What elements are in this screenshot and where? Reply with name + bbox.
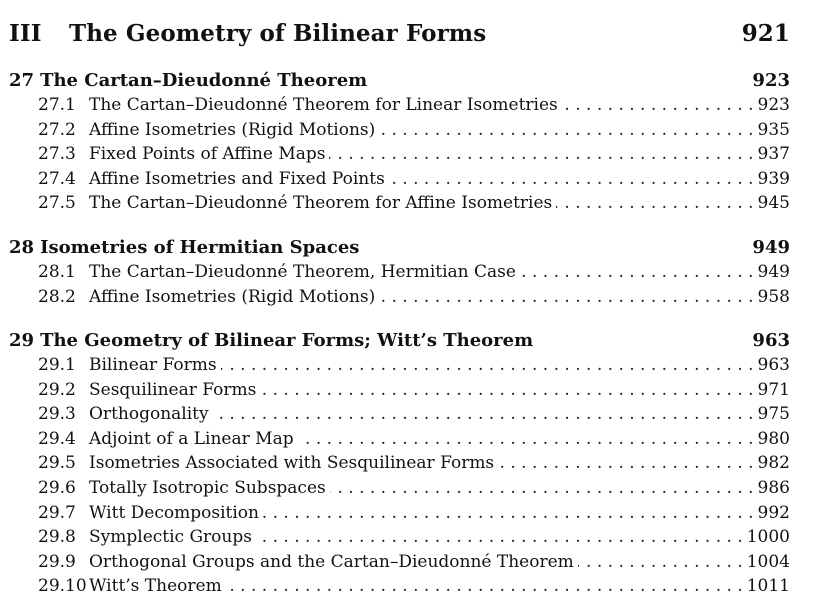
dot-leader — [213, 404, 754, 424]
section-title: Totally Isotropic Subspaces — [89, 477, 326, 498]
chapter-28 — [9, 237, 790, 311]
chapter-title: Isometries of Hermitian Spaces — [40, 237, 360, 258]
toc-entry[interactable] — [9, 193, 790, 218]
toc-entry[interactable] — [9, 478, 790, 503]
dot-leader — [379, 120, 753, 140]
section-number: 27.1 — [38, 95, 76, 115]
section-title: Bilinear Forms — [89, 355, 217, 375]
toc-entry[interactable] — [9, 95, 790, 120]
chapter-number: 29 — [9, 330, 35, 351]
section-title: Fixed Points of Affine Maps — [89, 144, 326, 165]
section-title: Witt Decomposition — [89, 502, 259, 523]
section-number: 29.6 — [38, 477, 76, 498]
section-page-number: 935 — [757, 119, 790, 140]
dot-leader — [556, 193, 753, 213]
section-number: 29.7 — [38, 502, 76, 523]
toc-entry[interactable] — [9, 355, 790, 380]
section-number: 27.3 — [38, 144, 76, 165]
section-page-number: 992 — [757, 502, 790, 523]
section-title: The Cartan–Dieudonné Theorem for Affine Isometries — [89, 193, 553, 214]
toc-entry[interactable] — [9, 576, 790, 601]
part-heading — [9, 20, 790, 54]
section-number: 29.10 — [38, 576, 87, 597]
part-number: III — [9, 20, 42, 47]
chapter-heading[interactable] — [9, 237, 790, 262]
toc-entry[interactable] — [9, 287, 790, 312]
toc-entry[interactable] — [9, 552, 790, 577]
section-number: 29.2 — [38, 379, 76, 400]
section-title: Affine Isometries (Rigid Motions) — [89, 119, 376, 140]
section-title: The Cartan–Dieudonné Theorem for Linear Isometries — [89, 95, 558, 115]
section-title: Affine Isometries and Fixed Points — [89, 168, 385, 189]
section-number: 29.9 — [38, 551, 76, 572]
section-title: Orthogonality — [89, 404, 209, 425]
toc-entry[interactable] — [9, 169, 790, 194]
section-page-number: 945 — [757, 193, 790, 214]
section-page-number: 937 — [757, 144, 790, 165]
section-title: Symplectic Groups — [89, 527, 252, 548]
section-number: 29.1 — [38, 355, 76, 375]
dot-leader — [329, 144, 753, 164]
dot-leader — [520, 262, 754, 282]
section-page-number: 1004 — [746, 551, 790, 572]
toc-entry[interactable] — [9, 380, 790, 405]
section-number: 27.5 — [38, 193, 76, 214]
dot-leader — [226, 576, 743, 596]
section-number: 28.1 — [38, 262, 76, 282]
section-page-number: 958 — [757, 286, 790, 307]
toc-entry[interactable] — [9, 120, 790, 145]
chapter-number: 28 — [9, 237, 35, 258]
section-number: 29.3 — [38, 404, 76, 425]
section-title: The Cartan–Dieudonné Theorem, Hermitian Case — [89, 262, 516, 282]
section-title: Witt’s Theorem — [89, 576, 222, 597]
dot-leader — [330, 478, 754, 498]
dot-leader — [263, 503, 754, 523]
dot-leader — [298, 429, 754, 449]
chapter-title: The Cartan–Dieudonné Theorem — [40, 70, 368, 91]
section-page-number: 1000 — [746, 527, 790, 548]
section-title: Affine Isometries (Rigid Motions) — [89, 286, 376, 307]
dot-leader — [562, 95, 754, 115]
dot-leader — [379, 287, 753, 307]
section-page-number: 986 — [757, 477, 790, 498]
chapter-29 — [9, 330, 790, 601]
section-page-number: 949 — [757, 262, 790, 282]
section-page-number: 982 — [757, 453, 790, 474]
chapter-27 — [9, 70, 790, 218]
section-page-number: 939 — [757, 168, 790, 189]
toc-entry[interactable] — [9, 262, 790, 287]
chapter-title: The Geometry of Bilinear Forms; Witt’s Theorem — [40, 330, 534, 351]
dot-leader — [578, 552, 743, 572]
toc-entry[interactable] — [9, 453, 790, 478]
section-page-number: 980 — [757, 428, 790, 449]
section-title: Adjoint of a Linear Map — [89, 428, 294, 449]
dot-leader — [498, 453, 753, 473]
chapter-page-number: 923 — [752, 70, 790, 91]
part-page-number: 921 — [741, 20, 790, 47]
dot-leader — [260, 380, 753, 400]
section-page-number: 975 — [757, 404, 790, 425]
section-page-number: 923 — [757, 95, 790, 115]
toc-entry[interactable] — [9, 503, 790, 528]
chapter-page-number: 963 — [752, 330, 790, 351]
section-page-number: 1011 — [746, 576, 790, 597]
part-title: The Geometry of Bilinear Forms — [69, 20, 487, 47]
toc-entry[interactable] — [9, 527, 790, 552]
toc-entry[interactable] — [9, 429, 790, 454]
chapter-page-number: 949 — [752, 237, 790, 258]
section-title: Sesquilinear Forms — [89, 379, 257, 400]
section-number: 29.5 — [38, 453, 76, 474]
section-number: 29.8 — [38, 527, 76, 548]
section-number: 27.4 — [38, 168, 76, 189]
toc-entry[interactable] — [9, 404, 790, 429]
chapter-heading[interactable] — [9, 70, 790, 95]
chapter-heading[interactable] — [9, 330, 790, 355]
toc-entry[interactable] — [9, 144, 790, 169]
chapter-number: 27 — [9, 70, 35, 91]
section-page-number: 963 — [757, 355, 790, 375]
section-page-number: 971 — [757, 379, 790, 400]
section-number: 29.4 — [38, 428, 76, 449]
section-title: Isometries Associated with Sesquilinear Forms — [89, 453, 495, 474]
dot-leader — [256, 527, 743, 547]
section-number: 27.2 — [38, 119, 76, 140]
dot-leader — [389, 169, 754, 189]
section-number: 28.2 — [38, 286, 76, 307]
dot-leader — [221, 355, 754, 375]
section-title: Orthogonal Groups and the Cartan–Dieudonné Theorem — [89, 551, 574, 572]
